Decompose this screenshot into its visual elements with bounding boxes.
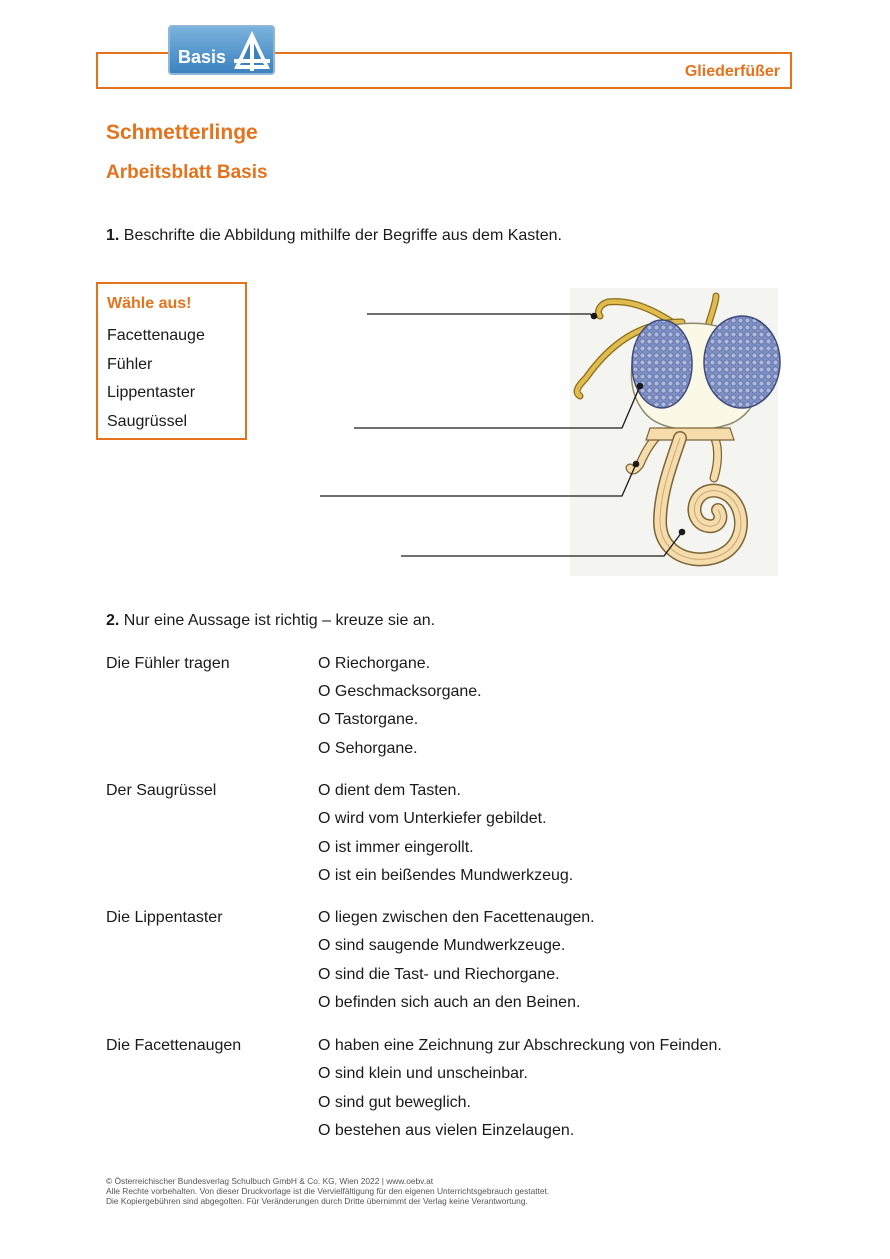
question-label: Die Fühler tragen bbox=[106, 655, 230, 672]
answer-option[interactable]: O bestehen aus vielen Einzelaugen. bbox=[318, 1122, 575, 1139]
answer-option[interactable]: O Geschmacksorgane. bbox=[318, 683, 482, 700]
answer-option[interactable]: O sind die Tast- und Riechorgane. bbox=[318, 966, 560, 983]
butterfly-head-figure bbox=[310, 282, 790, 582]
page-title: Schmetterlinge bbox=[106, 121, 258, 144]
answer-option[interactable]: O wird vom Unterkiefer gebildet. bbox=[318, 810, 547, 827]
logo-text: Basis bbox=[178, 47, 227, 67]
task-2 bbox=[106, 612, 435, 630]
task-1-number: 1. bbox=[106, 227, 120, 244]
word-box bbox=[96, 282, 247, 440]
answer-option[interactable]: O haben eine Zeichnung zur Abschreckung von Feinden. bbox=[318, 1037, 722, 1054]
word-box-item: Fühler bbox=[107, 355, 153, 373]
word-box-item: Saugrüssel bbox=[107, 412, 188, 430]
answer-option[interactable]: O sind klein und unscheinbar. bbox=[318, 1065, 528, 1082]
answer-option[interactable]: O dient dem Tasten. bbox=[318, 782, 461, 799]
header-topic: Gliederfüßer bbox=[684, 63, 780, 80]
answer-option[interactable]: O Sehorgane. bbox=[318, 740, 418, 757]
answer-option[interactable]: O sind gut beweglich. bbox=[318, 1094, 471, 1111]
task-2-text: Nur eine Aussage ist richtig – kreuze sie an. bbox=[123, 612, 436, 629]
answer-option[interactable]: O ist immer eingerollt. bbox=[318, 839, 474, 856]
answer-option[interactable]: O Riechorgane. bbox=[318, 655, 431, 672]
basis-logo bbox=[168, 25, 275, 75]
left-compound-eye bbox=[632, 320, 692, 408]
answer-option[interactable]: O ist ein beißendes Mundwerkzeug. bbox=[318, 867, 574, 884]
footer-line: Alle Rechte vorbehalten. Von dieser Druckvorlage ist die Vervielfältigung für den eigenen Unterrichtsgebrauch gestattet. bbox=[106, 1186, 550, 1196]
triangle-logo-icon bbox=[232, 29, 272, 73]
task-1 bbox=[106, 227, 562, 245]
task-2-number: 2. bbox=[106, 612, 120, 629]
task-1-text: Beschrifte die Abbildung mithilfe der Begriffe aus dem Kasten. bbox=[123, 227, 562, 244]
word-box-title: Wähle aus! bbox=[107, 295, 192, 312]
footer-line: Die Kopiergebühren sind abgegolten. Für Veränderungen durch Dritte übernimmt der Verlag keine Verantwortung. bbox=[106, 1196, 528, 1206]
right-compound-eye bbox=[704, 316, 780, 408]
answer-option[interactable]: O liegen zwischen den Facettenaugen. bbox=[318, 909, 595, 926]
question-label: Die Lippentaster bbox=[106, 909, 223, 926]
footer bbox=[106, 1176, 549, 1206]
question-label: Die Facettenaugen bbox=[106, 1037, 242, 1054]
footer-line: © Österreichischer Bundesverlag Schulbuch GmbH & Co. KG, Wien 2022 | www.oebv.at bbox=[106, 1176, 434, 1186]
answer-option[interactable]: O befinden sich auch an den Beinen. bbox=[318, 994, 581, 1011]
question-label: Der Saugrüssel bbox=[106, 782, 217, 799]
page-subtitle: Arbeitsblatt Basis bbox=[106, 162, 268, 183]
answer-option[interactable]: O Tastorgane. bbox=[318, 711, 419, 728]
answer-option[interactable]: O sind saugende Mundwerkzeuge. bbox=[318, 937, 566, 954]
word-box-item: Facettenauge bbox=[107, 327, 205, 344]
word-box-item: Lippentaster bbox=[107, 384, 196, 401]
